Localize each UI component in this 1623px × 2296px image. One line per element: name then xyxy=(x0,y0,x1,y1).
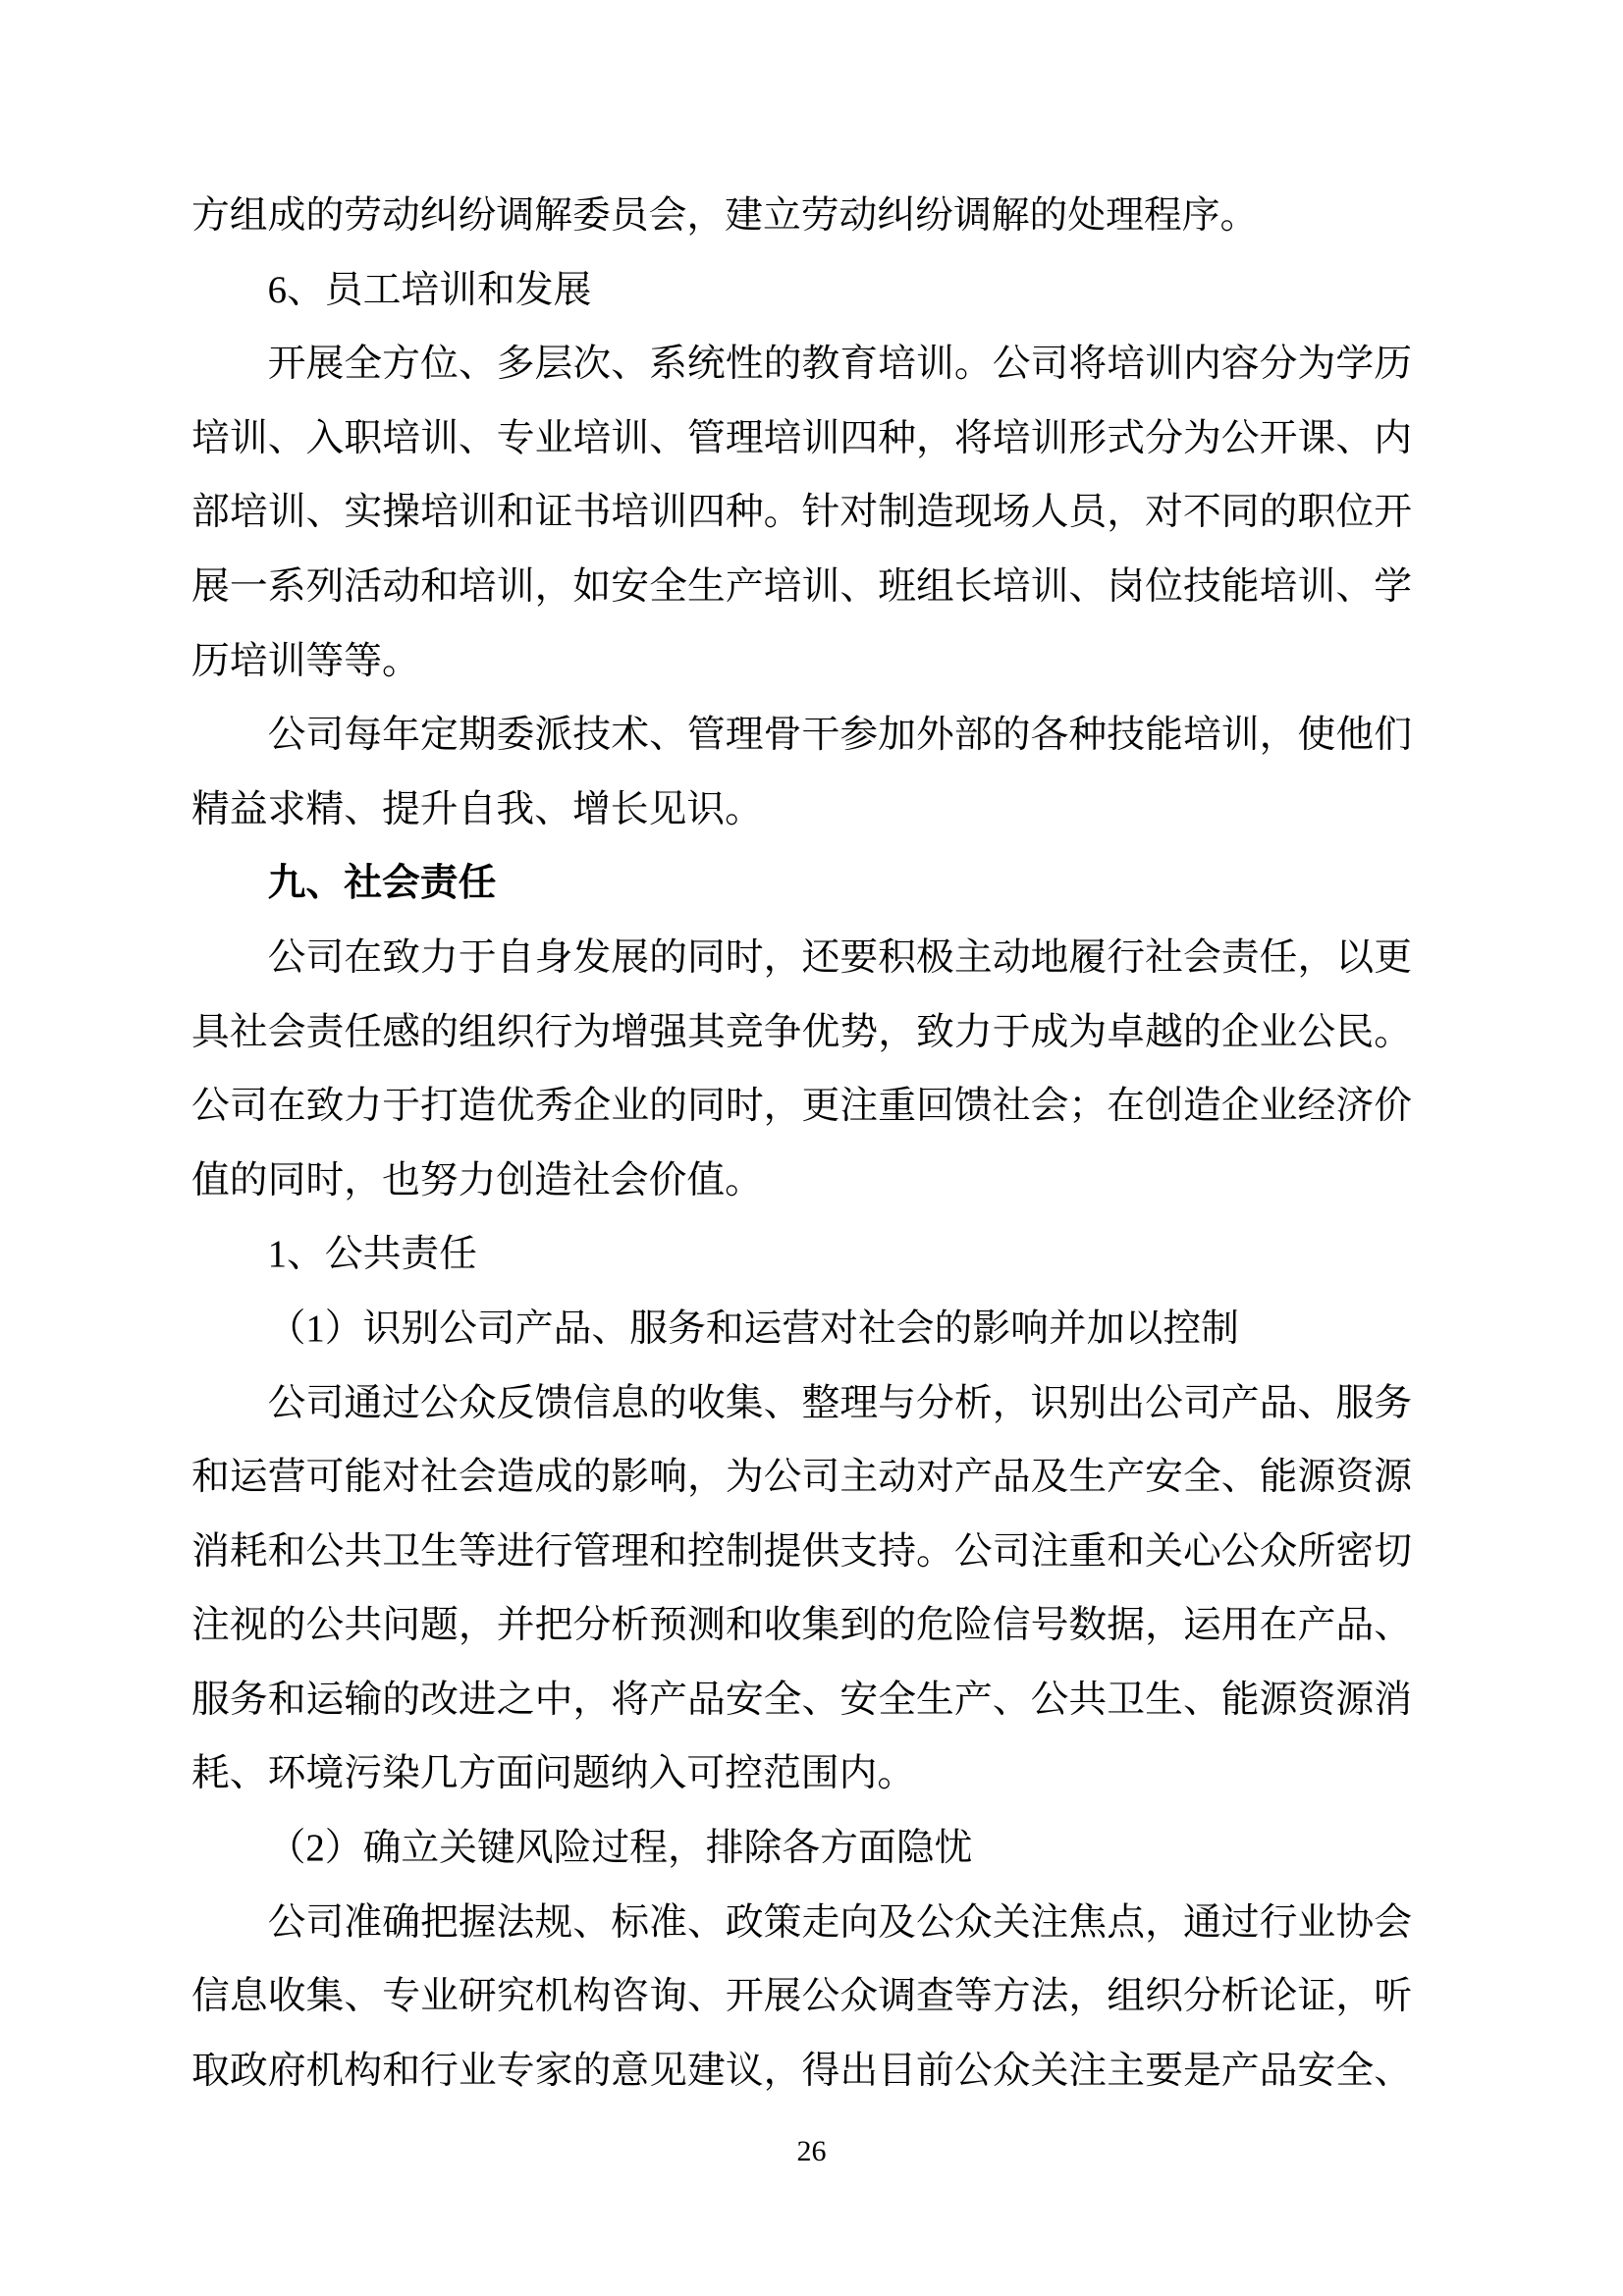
page-footer xyxy=(0,2122,1623,2181)
text-line: 历培训等等。 xyxy=(191,639,420,682)
text-line: 取政府机构和行业专家的意见建议，得出目前公众关注主要是产品安全、 xyxy=(191,2049,1412,2092)
text-line: 公司准确把握法规、标准、政策走向及公众关注焦点，通过行业协会 xyxy=(267,1900,1412,1944)
text-line: 具社会责任感的组织行为增强其竞争优势，致力于成为卓越的企业公民。 xyxy=(191,1010,1412,1053)
text-line: 精益求精、提升自我、增长见识。 xyxy=(191,787,763,830)
document-body xyxy=(191,179,1412,2108)
text-line: 展一系列活动和培训，如安全生产培训、班组长培训、岗位技能培训、学 xyxy=(191,564,1412,608)
text-line: 注视的公共问题，并把分析预测和收集到的危险信号数据，运用在产品、 xyxy=(191,1604,1412,1647)
text-line: 耗、环境污染几方面问题纳入可控范围内。 xyxy=(191,1752,916,1795)
text-line: 方组成的劳动纠纷调解委员会，建立劳动纠纷调解的处理程序。 xyxy=(191,194,1259,237)
text-line: 部培训、实操培训和证书培训四种。针对制造现场人员，对不同的职位开 xyxy=(191,491,1412,534)
text-line: 开展全方位、多层次、系统性的教育培训。公司将培训内容分为学历 xyxy=(267,343,1412,386)
text-line: 培训、入职培训、专业培训、管理培训四种，将培训形式分为公开课、内 xyxy=(191,416,1412,459)
text-line: （1）识别公司产品、服务和运营对社会的影响并加以控制 xyxy=(267,1307,1239,1350)
page-number: 26 xyxy=(796,2135,827,2167)
text-line: 公司通过公众反馈信息的收集、整理与分析，识别出公司产品、服务 xyxy=(267,1381,1412,1424)
text-line: 信息收集、专业研究机构咨询、开展公众调查等方法，组织分析论证，听 xyxy=(191,1975,1412,2018)
text-line: （2）确立关键风险过程，排除各方面隐忧 xyxy=(267,1827,973,1870)
text-line: 公司每年定期委派技术、管理骨干参加外部的各种技能培训，使他们 xyxy=(267,714,1412,757)
text-line: 和运营可能对社会造成的影响，为公司主动对产品及生产安全、能源资源 xyxy=(191,1456,1412,1499)
text-line: 服务和运输的改进之中，将产品安全、安全生产、公共卫生、能源资源消 xyxy=(191,1678,1412,1721)
text-line: 1、公共责任 xyxy=(267,1233,477,1276)
heading-line: 九、社会责任 xyxy=(267,862,497,905)
text-line: 消耗和公共卫生等进行管理和控制提供支持。公司注重和关心公众所密切 xyxy=(191,1529,1412,1573)
text-line: 6、员工培训和发展 xyxy=(267,268,592,311)
text-line: 公司在致力于打造优秀企业的同时，更注重回馈社会；在创造企业经济价 xyxy=(191,1085,1412,1128)
text-line: 值的同时，也努力创造社会价值。 xyxy=(191,1158,763,1201)
text-line: 公司在致力于自身发展的同时，还要积极主动地履行社会责任，以更 xyxy=(267,935,1412,979)
